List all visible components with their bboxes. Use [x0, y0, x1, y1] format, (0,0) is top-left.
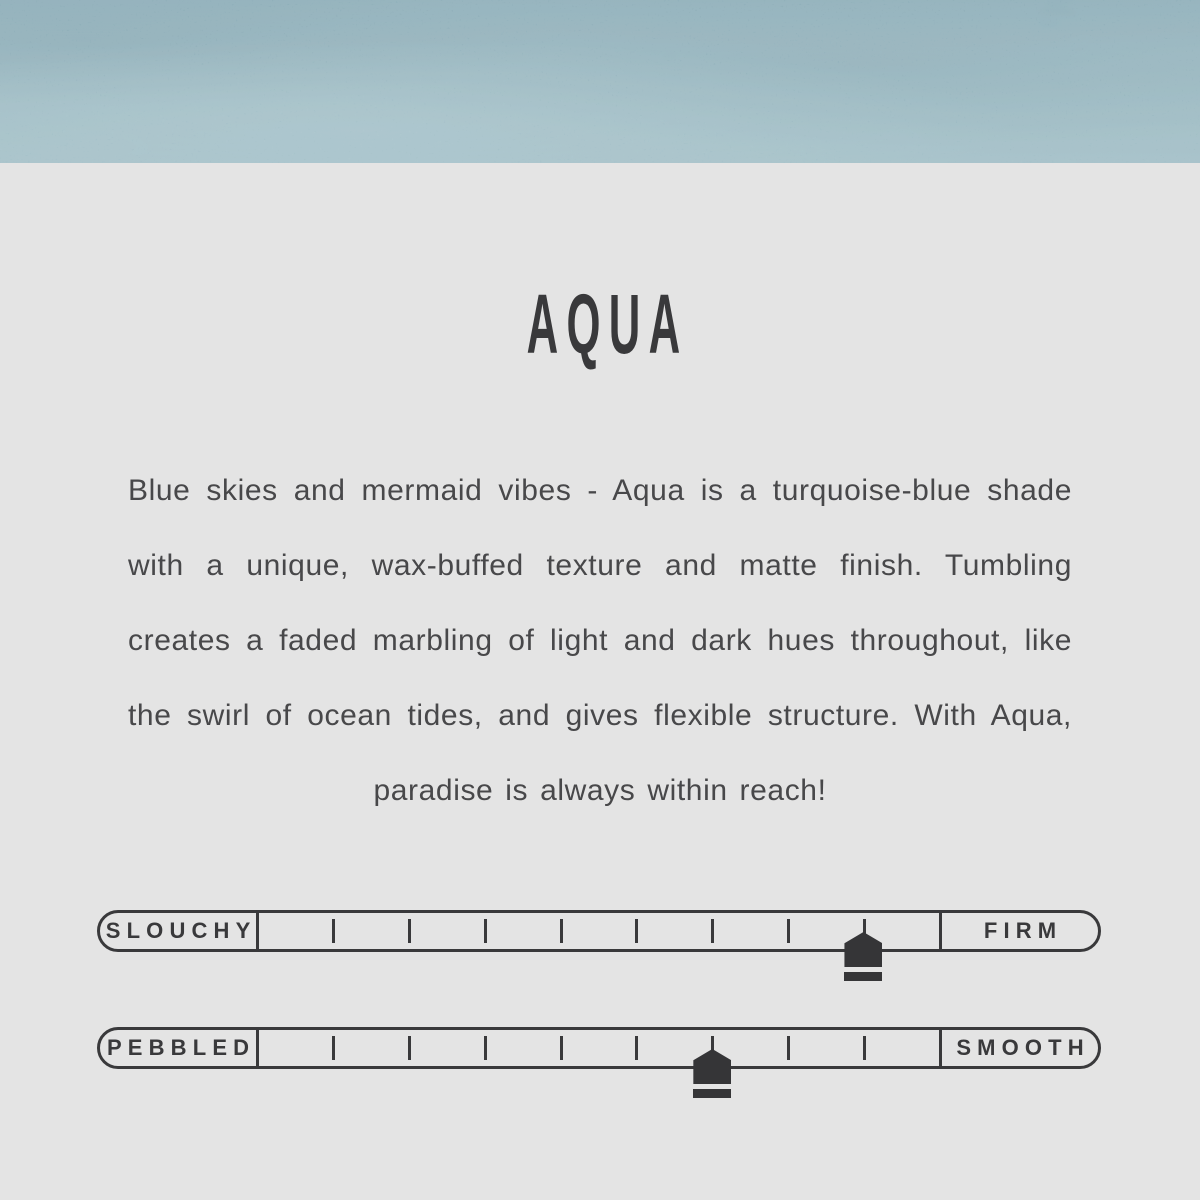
scale-marker — [693, 1049, 731, 1098]
scale-tick — [560, 1036, 563, 1060]
marker-head-icon — [844, 932, 882, 967]
leather-swatch-image — [0, 0, 1200, 163]
marker-bar-icon — [844, 972, 882, 981]
scale-marker — [844, 932, 882, 981]
scale-tick — [408, 1036, 411, 1060]
scale-left-label: SLOUCHY — [100, 913, 259, 949]
scale-right-label: SMOOTH — [939, 1030, 1098, 1066]
scale-tick — [635, 919, 638, 943]
page-title — [0, 277, 1200, 377]
scale-tick — [484, 919, 487, 943]
scale-tick — [408, 919, 411, 943]
scale-track — [259, 913, 939, 949]
scale-tick — [332, 1036, 335, 1060]
scale-tick — [635, 1036, 638, 1060]
scale-tick — [863, 1036, 866, 1060]
marker-bar-icon — [693, 1089, 731, 1098]
scale-tick — [332, 919, 335, 943]
slouchy-firm-scale — [97, 910, 1101, 952]
scale-tick — [711, 919, 714, 943]
pebbled-smooth-scale — [97, 1027, 1101, 1069]
scale-track — [259, 1030, 939, 1066]
marker-head-icon — [693, 1049, 731, 1084]
scale-tick — [484, 1036, 487, 1060]
scale-tick — [560, 919, 563, 943]
scale-tick — [787, 1036, 790, 1060]
scale-right-label: FIRM — [939, 913, 1098, 949]
color-name-text: AQUA — [527, 277, 689, 371]
leather-texture-graphic — [0, 0, 1200, 163]
scale-left-label: PEBBLED — [100, 1030, 259, 1066]
scale-tick — [787, 919, 790, 943]
color-description: Blue skies and mermaid vibes - Aqua is a turquoise-blue shade with a unique, wax-buffed texture and matte finish. Tumbling creates a faded marbling of light and dark hues throughout, like the swirl of ocean tides, and gives flexible structure. With Aqua, paradise is always within reach! — [128, 474, 1072, 807]
